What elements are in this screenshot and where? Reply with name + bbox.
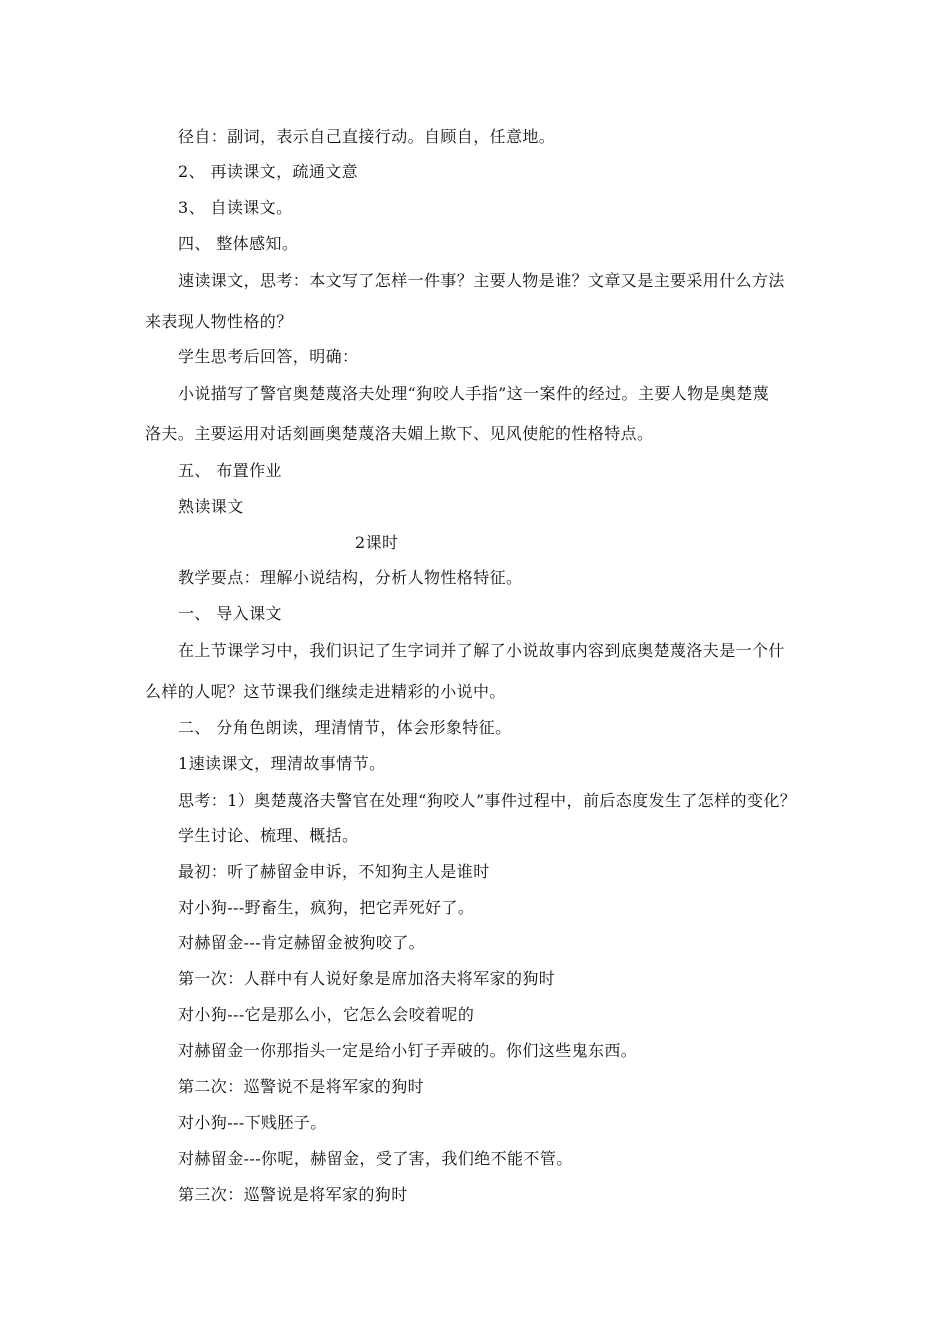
- text-line: 熟读课文: [178, 497, 244, 516]
- text-line: 在上节课学习中，我们识记了生字词并了解了小说故事内容到底奥楚蔑洛夫是一个什: [178, 641, 785, 660]
- text-line: 思考：1）奥楚蔑洛夫警官在处理“狗咬人”事件过程中，前后态度发生了怎样的变化？: [178, 791, 797, 810]
- text-line: 么样的人呢？这节课我们继续走进精彩的小说中。: [145, 682, 506, 701]
- text-line: 教学要点：理解小说结构，分析人物性格特征。: [178, 568, 523, 587]
- text-line: 最初：听了赫留金申诉，不知狗主人是谁时: [178, 862, 490, 881]
- text-line: 对小狗---野畜生，疯狗，把它弄死好了。: [178, 898, 475, 917]
- text-line: 五、 布置作业: [178, 461, 282, 480]
- text-line: 对赫留金一你那指头一定是给小钉子弄破的。你们这些鬼东西。: [178, 1041, 638, 1060]
- text-line: 第二次：巡警说不是将军家的狗时: [178, 1077, 425, 1096]
- text-line: 四、 整体感知。: [178, 234, 299, 253]
- text-line: 3、 自读课文。: [178, 198, 293, 217]
- text-line: 第三次：巡警说是将军家的狗时: [178, 1185, 408, 1204]
- section-heading: 2课时: [355, 533, 399, 552]
- text-line: 对赫留金---你呢，赫留金，受了害，我们绝不能不管。: [178, 1149, 573, 1168]
- text-line: 学生讨论、梳理、概括。: [178, 826, 359, 845]
- text-line: 对小狗---下贱胚子。: [178, 1113, 327, 1132]
- text-line: 学生思考后回答，明确：: [178, 347, 359, 366]
- text-line: 速读课文，思考：本文写了怎样一件事？主要人物是谁？文章又是主要采用什么方法: [178, 271, 785, 290]
- text-line: 2、 再读课文，疏通文意: [178, 162, 359, 181]
- text-line: 洛夫。主要运用对话刻画奥楚蔑洛夫媚上欺下、见风使舵的性格特点。: [145, 424, 654, 443]
- text-line: 径自：副词，表示自己直接行动。自顾自，任意地。: [178, 127, 556, 146]
- text-line: 二、 分角色朗读，理清情节，体会形象特征。: [178, 718, 512, 737]
- text-line: 一、 导入课文: [178, 604, 282, 623]
- text-line: 来表现人物性格的？: [145, 312, 293, 331]
- text-line: 对赫留金---肯定赫留金被狗咬了。: [178, 933, 426, 952]
- text-line: 第一次：人群中有人说好象是席加洛夫将军家的狗时: [178, 969, 556, 988]
- text-line: 小说描写了警官奥楚蔑洛夫处理“狗咬人手指”这一案件的经过。主要人物是奥楚蔑: [178, 384, 770, 403]
- text-line: 对小狗---它是那么小，它怎么会咬着呢的: [178, 1005, 475, 1024]
- text-line: 1速读课文，理清故事情节。: [178, 754, 386, 773]
